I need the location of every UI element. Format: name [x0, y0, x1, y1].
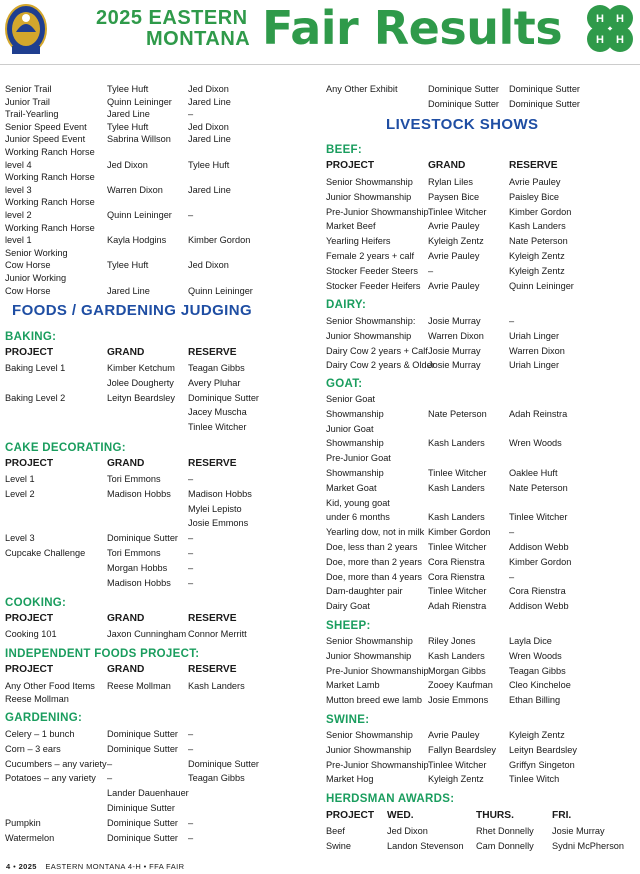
reserve-cell: Tylee Huft: [188, 159, 230, 170]
reserve-cell: Warren Dixon: [509, 345, 565, 356]
reserve-cell: Jed Dixon: [188, 121, 229, 132]
project-cell: Level 2: [5, 488, 35, 499]
sheep-heading: SHEEP:: [326, 620, 371, 632]
grand-cell: Tylee Huft: [107, 84, 149, 94]
grand-cell: Kash Landers: [428, 482, 485, 493]
grand-cell: Warren Dixon: [107, 184, 163, 195]
reserve-cell: Layla Dice: [509, 636, 552, 646]
reserve-cell: Jed Dixon: [188, 84, 229, 94]
project-cell: Junior Showmanship: [326, 650, 412, 661]
beef-heading: BEEF:: [326, 144, 362, 156]
grand-cell: Kyleigh Zentz: [428, 774, 484, 785]
grand-cell: Dominique Sutter: [107, 743, 178, 754]
reserve-cell: Jared Line: [188, 96, 231, 107]
grand-cell: Jed Dixon: [107, 159, 148, 170]
grand-cell: Kimber Ketchum: [107, 363, 175, 373]
reserve-cell: Avrie Pauley: [509, 177, 561, 187]
project-cell: Pre-Junior Goat: [326, 453, 391, 464]
grand-cell: Tinlee Witcher: [428, 206, 487, 217]
reserve-cell: Kash Landers: [509, 221, 566, 232]
reserve-cell: –: [188, 729, 194, 739]
reserve-cell: Oaklee Huft: [509, 468, 558, 478]
swine-heading: SWINE:: [326, 714, 370, 726]
grand-cell: Zooey Kaufman: [428, 680, 493, 691]
foods-section-title: FOODS / GARDENING JUDGING: [12, 302, 253, 319]
reserve-cell: Wren Woods: [509, 438, 562, 449]
svg-text:H: H: [616, 13, 624, 25]
project-cell: level 3: [5, 184, 32, 195]
reserve-cell: Madison Hobbs: [188, 488, 252, 499]
svg-text:H: H: [596, 13, 604, 25]
grand-cell: Kash Landers: [428, 650, 485, 661]
reserve-cell: Kyleigh Zentz: [509, 251, 565, 261]
grand-cell: Morgan Hobbs: [107, 562, 168, 573]
grand-cell: Jaxon Cunningham: [107, 629, 187, 639]
grand-header: GRAND: [107, 613, 145, 624]
grand-cell: Avrie Pauley: [428, 280, 480, 291]
reserve-header: RESERVE: [188, 458, 237, 469]
reserve-cell: Dominique Sutter: [188, 392, 259, 403]
project-cell: Working Ranch Horse: [5, 147, 95, 157]
project-cell: Working Ranch Horse: [5, 197, 95, 208]
grand-cell: Lander Dauenhauer: [107, 788, 189, 799]
svg-text:H: H: [616, 34, 624, 46]
grand-cell: Nate Peterson: [428, 408, 487, 419]
project-cell: Stocker Feeder Heifers: [326, 280, 421, 291]
herdsman-heading: HERDSMAN AWARDS:: [326, 793, 455, 805]
project-cell: Junior Showmanship: [326, 191, 412, 202]
grand-cell: Leityn Beardsley: [107, 392, 175, 403]
project-cell: Cow Horse: [5, 260, 51, 271]
project-cell: Corn – 3 ears: [5, 743, 61, 754]
page-title: Fair Results: [262, 1, 563, 55]
ffa-emblem-icon: [4, 2, 48, 60]
wed-header: WED.: [387, 810, 414, 821]
grand-cell: Dominique Sutter: [107, 729, 178, 739]
reserve-cell: Jared Line: [188, 184, 231, 195]
reserve-cell: Mylei Lepisto: [188, 503, 242, 514]
reserve-cell: Connor Merritt: [188, 629, 247, 639]
reserve-cell: Kash Landers: [188, 681, 245, 691]
project-cell: Junior Showmanship: [326, 330, 412, 341]
grand-cell: Josie Murray: [428, 360, 481, 371]
reserve-header: RESERVE: [188, 664, 237, 675]
grand-cell: Cora Rienstra: [428, 571, 485, 582]
project-cell: Market Beef: [326, 221, 376, 232]
grand-header: GRAND: [107, 664, 145, 675]
dairy-heading: DAIRY:: [326, 299, 367, 311]
project-cell: Senior Trail: [5, 84, 52, 94]
project-cell: Level 1: [5, 474, 35, 484]
grand-cell: Josie Murray: [428, 316, 481, 326]
grand-cell: Josie Murray: [428, 345, 481, 356]
thurs-cell: Rhet Donnelly: [476, 826, 534, 836]
grand-cell: Jolee Dougherty: [107, 377, 174, 388]
fri-cell: Sydni McPherson: [552, 840, 625, 851]
page-header: [0, 0, 640, 62]
reserve-cell: Dominique Sutter: [509, 98, 580, 109]
reserve-cell: Kyleigh Zentz: [509, 730, 565, 740]
project-cell: Senior Showmanship: [326, 636, 413, 646]
project-cell: Working Ranch Horse: [5, 172, 95, 183]
grand-cell: Morgan Gibbs: [428, 665, 486, 676]
reserve-cell: –: [188, 210, 194, 220]
reserve-cell: –: [509, 527, 515, 538]
grand-cell: Tori Emmons: [107, 474, 161, 484]
grand-cell: Jared Line: [107, 109, 150, 120]
reserve-cell: Jacey Muscha: [188, 407, 247, 418]
reserve-cell: Jared Line: [188, 134, 231, 145]
reserve-cell: –: [188, 533, 194, 544]
reserve-cell: Kimber Gordon: [509, 206, 572, 217]
project-header: PROJECT: [326, 160, 375, 171]
reserve-cell: Paisley Bice: [509, 191, 560, 202]
grand-cell: Avrie Pauley: [428, 221, 480, 232]
project-cell: Senior Speed Event: [5, 121, 87, 132]
project-cell: Junior Speed Event: [5, 134, 86, 145]
grand-cell: Quinn Leininger: [107, 96, 172, 107]
project-cell: Celery – 1 bunch: [5, 729, 75, 739]
grand-cell: Quinn Leininger: [107, 210, 172, 220]
reserve-cell: Kimber Gordon: [509, 556, 572, 567]
reserve-cell: Teagan Gibbs: [188, 773, 245, 784]
grand-cell: Dominique Sutter: [107, 817, 178, 828]
grand-cell: Riley Jones: [428, 636, 476, 646]
reserve-cell: –: [188, 577, 194, 588]
grand-cell: Dominique Sutter: [107, 533, 178, 544]
grand-cell: Jared Line: [107, 285, 150, 296]
project-cell: Junior Working: [5, 273, 67, 283]
project-cell: Level 3: [5, 533, 35, 544]
grand-cell: Tinlee Witcher: [428, 586, 487, 597]
grand-cell: Tinlee Witcher: [428, 542, 487, 552]
reserve-cell: Addison Webb: [509, 542, 569, 552]
reserve-cell: –: [509, 571, 515, 582]
project-header: PROJECT: [5, 664, 54, 675]
wed-cell: Landon Stevenson: [387, 840, 464, 851]
page-number: 4: [6, 862, 11, 871]
project-cell: Potatoes – any variety: [5, 773, 96, 784]
project-cell: Dairy Cow 2 years + Calf: [326, 345, 428, 356]
grand-header: GRAND: [428, 160, 466, 171]
reserve-cell: –: [509, 316, 515, 326]
reserve-cell: Dominique Sutter: [188, 758, 259, 769]
project-cell: Senior Working: [5, 247, 68, 258]
project-cell: Pumpkin: [5, 817, 41, 828]
project-header: PROJECT: [5, 458, 54, 469]
project-cell: Mutton breed ewe lamb: [326, 695, 423, 706]
reserve-cell: –: [188, 817, 194, 828]
project-cell: Junior Goat: [326, 423, 374, 434]
footer-year: 2025: [18, 862, 37, 871]
reserve-cell: Cora Rienstra: [509, 586, 566, 597]
reserve-cell: Nate Peterson: [509, 236, 568, 247]
grand-cell: Kayla Hodgins: [107, 235, 167, 246]
project-cell: Working Ranch Horse: [5, 222, 95, 233]
project-cell: level 2: [5, 210, 32, 220]
grand-cell: Dominique Sutter: [107, 832, 178, 843]
project-cell: Baking Level 1: [5, 363, 66, 373]
project-header: PROJECT: [5, 613, 54, 624]
project-cell: Junior Showmanship: [326, 744, 412, 755]
reserve-header: RESERVE: [509, 160, 558, 171]
grand-cell: –: [107, 758, 113, 769]
project-cell: Market Lamb: [326, 680, 380, 691]
page-footer: [6, 862, 184, 871]
thurs-cell: Cam Donnelly: [476, 840, 534, 851]
reserve-cell: Uriah Linger: [509, 360, 560, 371]
title-line-1: 2025 EASTERN: [96, 7, 248, 29]
grand-cell: Paysen Bice: [428, 191, 480, 202]
grand-cell: Reese Mollman: [107, 681, 171, 691]
grand-cell: Fallyn Beardsley: [428, 744, 496, 755]
reserve-cell: Tinlee Witcher: [509, 512, 568, 523]
grand-cell: –: [428, 265, 434, 276]
reserve-cell: –: [188, 474, 194, 484]
project-header: PROJECT: [326, 810, 375, 821]
reserve-cell: –: [188, 562, 194, 573]
reserve-cell: Tinlee Witch: [509, 774, 560, 785]
reserve-cell: Ethan Billing: [509, 695, 561, 706]
project-cell: Pre-Junior Showmanship: [326, 665, 429, 676]
project-cell: level 1: [5, 235, 32, 246]
reserve-cell: Avery Pluhar: [188, 377, 241, 388]
project-cell: Market Hog: [326, 774, 374, 785]
project-cell: Senior Showmanship:: [326, 316, 416, 326]
grand-cell: Warren Dixon: [428, 330, 484, 341]
grand-cell: Kyleigh Zentz: [428, 236, 484, 247]
grand-header: GRAND: [107, 458, 145, 469]
reserve-cell: Kyleigh Zentz: [509, 265, 565, 276]
grand-cell: Josie Emmons: [428, 695, 489, 706]
grand-cell: Rylan Liles: [428, 177, 473, 187]
reserve-header: RESERVE: [188, 347, 237, 358]
project-cell: Cow Horse: [5, 285, 51, 296]
reserve-cell: Josie Emmons: [188, 518, 249, 529]
grand-cell: Avrie Pauley: [428, 730, 480, 740]
grand-cell: Madison Hobbs: [107, 577, 171, 588]
reserve-cell: Uriah Linger: [509, 330, 560, 341]
grand-cell: Kash Landers: [428, 438, 485, 449]
reserve-cell: Jed Dixon: [188, 260, 229, 271]
project-cell: Dairy Goat: [326, 601, 370, 612]
project-cell: Showmanship: [326, 408, 384, 419]
project-cell: under 6 months: [326, 512, 390, 523]
project-cell: Doe, less than 2 years: [326, 542, 418, 552]
grand-cell: Avrie Pauley: [428, 251, 480, 261]
grand-cell: Tylee Huft: [107, 121, 149, 132]
grand-cell: Diminique Sutter: [107, 803, 175, 813]
reserve-cell: –: [188, 548, 194, 558]
grand-cell: Tinlee Witcher: [428, 468, 487, 478]
project-cell: Doe, more than 4 years: [326, 571, 423, 582]
project-cell: Showmanship: [326, 438, 384, 449]
thurs-header: THURS.: [476, 810, 514, 821]
project-cell: Baking Level 2: [5, 392, 66, 403]
header-divider: [0, 64, 640, 65]
goat-heading: GOAT:: [326, 378, 363, 390]
grand-cell: Tori Emmons: [107, 548, 161, 558]
reserve-cell: Leityn Beardsley: [509, 744, 577, 755]
grand-cell: –: [107, 773, 113, 784]
project-cell: Market Goat: [326, 482, 377, 493]
reserve-cell: Cleo Kincheloe: [509, 680, 571, 691]
project-cell: Cupcake Challenge: [5, 548, 86, 558]
grand-cell: Dominique Sutter: [428, 84, 499, 94]
reserve-cell: Griffyn Singeton: [509, 759, 575, 770]
grand-header: GRAND: [107, 347, 145, 358]
reserve-cell: –: [188, 743, 194, 754]
project-cell: Trail-Yearling: [5, 109, 59, 120]
project-cell: Dairy Cow 2 years & Older: [326, 360, 435, 371]
project-cell: Watermelon: [5, 832, 55, 843]
cooking-heading: COOKING:: [5, 597, 67, 609]
project-cell: Any Other Exhibit: [326, 84, 398, 94]
project-cell: Doe, more than 2 years: [326, 556, 423, 567]
reserve-cell: Teagan Gibbs: [509, 665, 566, 676]
project-cell: Dam-daughter pair: [326, 586, 403, 597]
fri-cell: Josie Murray: [552, 826, 605, 836]
project-cell: Showmanship: [326, 468, 384, 478]
project-cell: Kid, young goat: [326, 497, 390, 508]
reserve-cell: Wren Woods: [509, 650, 562, 661]
footer-sep: •: [13, 862, 19, 871]
project-cell: Senior Goat: [326, 394, 376, 404]
baking-heading: BAKING:: [5, 331, 57, 343]
project-cell: Yearling dow, not in milk: [326, 527, 425, 538]
grand-cell: Cora Rienstra: [428, 556, 485, 567]
reserve-cell: Adah Reinstra: [509, 408, 568, 419]
project-cell: Yearling Heifers: [326, 236, 391, 247]
reserve-cell: Dominique Sutter: [509, 84, 580, 94]
reserve-cell: –: [188, 109, 194, 120]
project-cell: Swine: [326, 840, 352, 851]
title-line-2: MONTANA: [146, 28, 251, 50]
reserve-cell: –: [188, 832, 194, 843]
svg-text:H: H: [596, 34, 604, 46]
fri-header: FRI.: [552, 810, 572, 821]
project-cell: Junior Trail: [5, 96, 50, 107]
reserve-header: RESERVE: [188, 613, 237, 624]
reserve-cell: Kimber Gordon: [188, 235, 251, 246]
grand-cell: Kimber Gordon: [428, 527, 491, 538]
footer-text: EASTERN MONTANA 4-H • FFA FAIR: [45, 862, 185, 871]
reserve-cell: Quinn Leininger: [509, 280, 574, 291]
grand-cell: Tinlee Witcher: [428, 759, 487, 770]
grand-cell: Dominique Sutter: [428, 98, 499, 109]
project-cell: Stocker Feeder Steers: [326, 265, 418, 276]
cake-heading: CAKE DECORATING:: [5, 442, 126, 454]
grand-cell: Tylee Huft: [107, 260, 149, 271]
project-cell: Cooking 101: [5, 629, 57, 639]
project-cell: Cucumbers – any variety: [5, 758, 107, 769]
livestock-section-title: LIVESTOCK SHOWS: [386, 116, 539, 133]
reserve-cell: Nate Peterson: [509, 482, 568, 493]
indep-heading: INDEPENDENT FOODS PROJECT:: [5, 648, 200, 660]
project-cell: level 4: [5, 159, 32, 170]
project-cell: Senior Showmanship: [326, 177, 413, 187]
project-cell: Female 2 years + calf: [326, 251, 415, 261]
reserve-cell: Tinlee Witcher: [188, 422, 247, 433]
reserve-cell: Addison Webb: [509, 601, 569, 612]
gardening-heading: GARDENING:: [5, 712, 83, 724]
project-cell: Senior Showmanship: [326, 730, 413, 740]
project-cell: Pre-Junior Showmanship: [326, 206, 429, 217]
project-cell: Any Other Food Items: [5, 681, 95, 691]
project-cell: Pre-Junior Showmanship: [326, 759, 429, 770]
reserve-cell: Quinn Leininger: [188, 285, 253, 296]
project-header: PROJECT: [5, 347, 54, 358]
grand-cell: Adah Rienstra: [428, 601, 487, 612]
reserve-cell: Teagan Gibbs: [188, 363, 245, 373]
grand-cell: Sabrina Willson: [107, 134, 171, 145]
grand-cell: Kash Landers: [428, 512, 485, 523]
project-cell: Reese Mollman: [5, 693, 69, 704]
grand-cell: Madison Hobbs: [107, 488, 171, 499]
4h-clover-icon: [584, 2, 636, 56]
wed-cell: Jed Dixon: [387, 826, 428, 836]
project-cell: Beef: [326, 826, 345, 836]
